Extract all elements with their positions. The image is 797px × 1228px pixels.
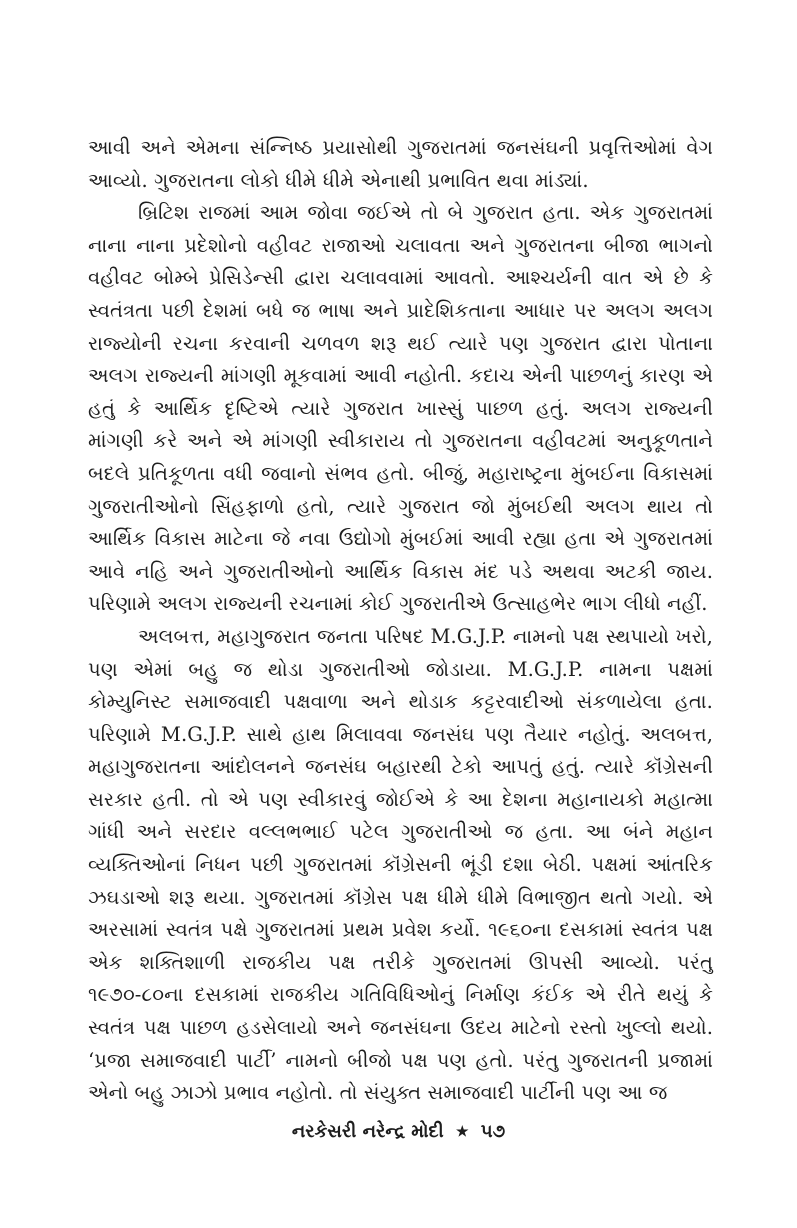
paragraph-1: આવી અને એમના સંન્નિષ્ઠ પ્રયાસોથી ગુજરાતમાં જનસંઘની પ્રવૃત્તિઓમાં વેગ આવ્યો. ગુજરાતના લોકો ધીમે ધીમે એનાથી પ્રભાવિત થવા માંડ્યાં. xyxy=(88,136,713,192)
paragraph-3: અલબત્ત, મહાગુજરાત જનતા પરિષદ M.G.J.P. નામનો પક્ષ સ્થપાયો ખરો, પણ એમાં બહુ જ થોડા ગુજરાતીઓ જોડાયા. M.G.J.P. નામના પક્ષમાં કોમ્યુનિસ્ટ સમાજવાદી પક્ષવાળા અને થોડાક કટ્ટરવાદીઓ સંકળાયેલા હતા. પરિણામે M.G.J.P. સાથે હાથ મિલાવવા જનસંઘ પણ તૈયાર નહોતું. અલબત્ત, મહાગુજરાતના આંદોલનને જનસંઘ બહારથી ટેકો આપતું હતું. ત્યારે કૉંગ્રેસની સરકાર હતી. તો એ પણ સ્વીકારવું જોઈએ કે આ દેશના મહાનાયકો મહાત્મા ગાંધી અને સરદાર વલ્લભભાઈ પટેલ ગુજરાતીઓ જ હતા. આ બંને મહાન વ્યક્તિઓનાં નિધન પછી ગુજરાતમાં કૉંગ્રેસની ભૂંડી દશા બેઠી. પક્ષમાં આંતરિક ઝઘડાઓ શરૂ થયા. ગુજરાતમાં કૉંગ્રેસ પક્ષ ધીમે ધીમે વિભાજીત થતો ગયો. એ અરસામાં સ્વતંત્ર પક્ષે ગુજરાતમાં પ્રથમ પ્રવેશ કર્યો. ૧૯૬૦ના દસકામાં સ્વતંત્ર પક્ષ એક શક્તિશાળી રાજકીય પક્ષ તરીકે ગુજરાતમાં ઊપસી આવ્યો. પરંતુ ૧૯૭૦-૮૦ના દસકામાં રાજકીય ગતિવિધિઓનું નિર્માણ કંઈક એ રીતે થયું કે સ્વતંત્ર પક્ષ પાછળ હડસેલાયો અને જનસંઘના ઉદય માટેનો રસ્તો ખુલ્લો થયો. ‘પ્રજા સમાજવાદી પાર્ટી’ નામનો બીજો પક્ષ પણ હતો. પરંતુ ગુજરાતની પ્રજામાં એનો બહુ ઝાઝો પ્રભાવ નહોતો. તો સંયુક્ત સમાજવાદી પાર્ટીની પણ આ જ xyxy=(88,624,713,1105)
page-footer xyxy=(0,1120,797,1144)
star-separator-icon: ★ xyxy=(455,1124,469,1140)
running-title: નરકેસરી નરેન્દ્ર મોદી xyxy=(291,1121,444,1142)
body-text xyxy=(88,132,713,1110)
paragraph-2: બ્રિટિશ રાજમાં આમ જોવા જઈએ તો બે ગુજરાત હતા. એક ગુજરાતમાં નાના નાના પ્રદેશોનો વહીવટ રાજાઓ ચલાવતા અને ગુજરાતના બીજા ભાગનો વહીવટ બોમ્બે પ્રેસિડેન્સી દ્વારા ચલાવવામાં આવતો. આશ્ચર્યની વાત એ છે કે સ્વતંત્રતા પછી દેશમાં બધે જ ભાષા અને પ્રાદેશિકતાના આધાર પર અલગ અલગ રાજ્યોની રચના કરવાની ચળવળ શરૂ થઈ ત્યારે પણ ગુજરાત દ્વારા પોતાના અલગ રાજ્યની માંગણી મૂકવામાં આવી નહોતી. કદાચ એની પાછળનું કારણ એ હતું કે આર્થિક દૃષ્ટિએ ત્યારે ગુજરાત ખાસ્સું પાછળ હતું. અલગ રાજ્યની માંગણી કરે અને એ માંગણી સ્વીકારાય તો ગુજરાતના વહીવટમાં અનુકૂળતાને બદલે પ્રતિકૂળતા વધી જવાનો સંભવ હતો. બીજું, મહારાષ્ટ્રના મુંબઈના વિકાસમાં ગુજરાતીઓનો સિંહફાળો હતો, ત્યારે ગુજરાત જો મુંબઈથી અલગ થાય તો આર્થિક વિકાસ માટેના જે નવા ઉદ્યોગો મુંબઈમાં આવી રહ્યા હતા એ ગુજરાતમાં આવે નહિ અને ગુજરાતીઓનો આર્થિક વિકાસ મંદ પડે અથવા અટકી જાય. પરિણામે અલગ રાજ્યની રચનામાં કોઈ ગુજરાતીએ ઉત્સાહભેર ભાગ લીધો નહીં. xyxy=(88,201,713,616)
page-number: ૫૭ xyxy=(480,1121,506,1142)
